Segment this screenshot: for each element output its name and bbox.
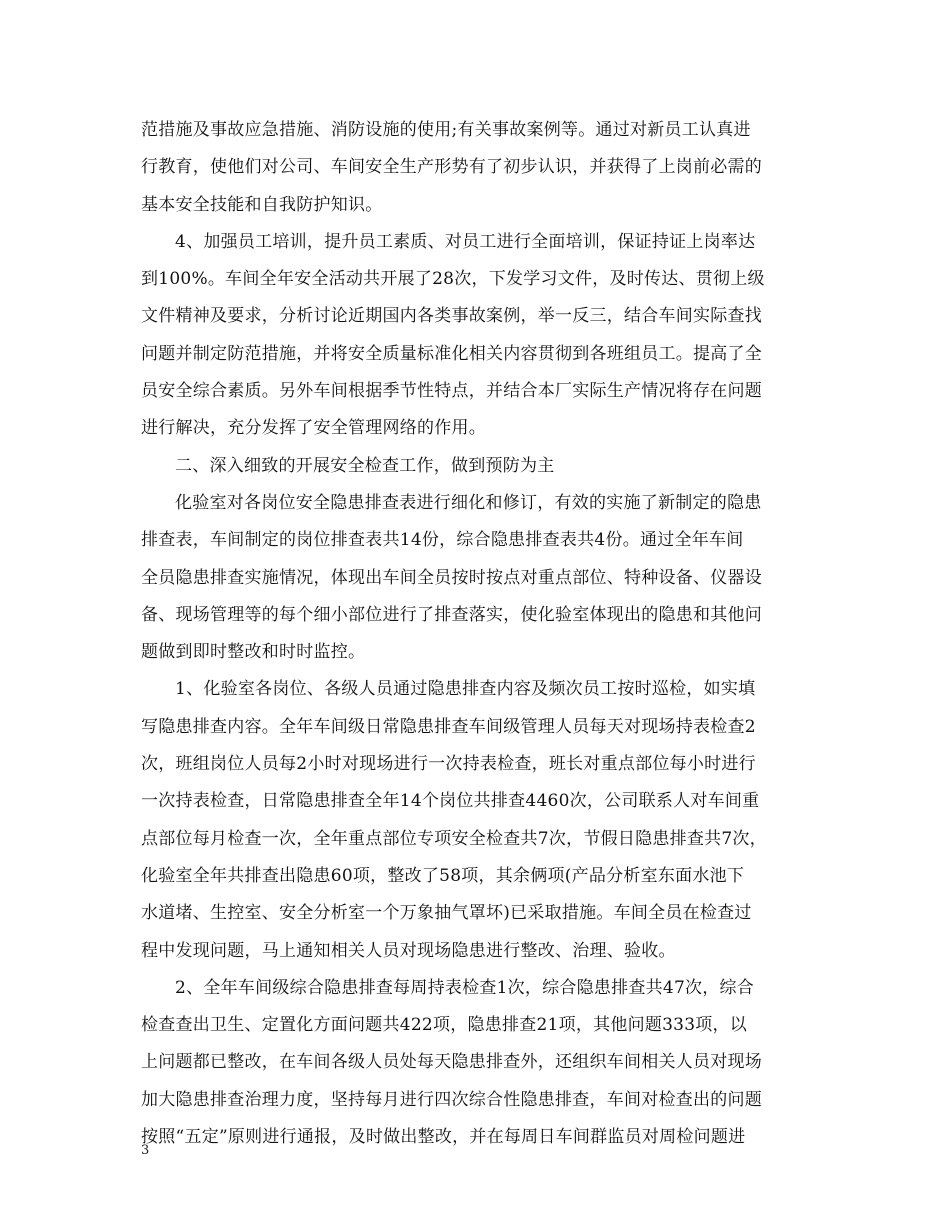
text-line: 范措施及事故应急措施、消防设施的使用;有关事故案例等。通过对新员工认真进 <box>141 120 751 140</box>
text-line: 1、化验室各岗位、各级人员通过隐患排查内容及频次员工按时巡检，如实填 <box>175 679 756 700</box>
text-line: 上问题都已整改，在车间各级人员处每天隐患排查外，还组织车间相关人员对现场 <box>141 1052 762 1073</box>
text-line: 按照“五定”原则进行通报，及时做出整改，并在每周日车间群监员对周检问题进 <box>141 1127 746 1148</box>
text-line: 行教育，使他们对公司、车间安全生产形势有了初步认识，并获得了上岗前必需的 <box>141 157 762 178</box>
text-line: 员安全综合素质。另外车间根据季节性特点，并结合本厂实际生产情况将存在问题 <box>141 381 762 402</box>
text-line: 次，班组岗位人员每2小时对现场进行一次持表检查，班长对重点部位每小时进行 <box>141 754 756 775</box>
text-line: 二、深入细致的开展安全检查工作，做到预防为主 <box>175 455 555 476</box>
text-line: 全员隐患排查实施情况，体现出车间全员按时按点对重点部位、特种设备、仪器设 <box>141 567 762 588</box>
text-line: 进行解决，充分发挥了安全管理网络的作用。 <box>141 418 486 439</box>
text-line: 程中发现问题，马上通知相关人员对现场隐患进行整改、治理、验收。 <box>141 940 676 961</box>
text-line: 2、全年车间级综合隐患排查每周持表检查1次，综合隐患排查共47次，综合 <box>175 977 755 998</box>
text-line: 加大隐患排查治理力度，坚持每月进行四次综合性隐患排查，车间对检查出的问题 <box>141 1089 762 1110</box>
text-line: 到100%。车间全年安全活动共开展了28次，下发学习文件，及时传达、贯彻上级 <box>141 269 765 290</box>
text-line: 一次持表检查，日常隐患排查全年14个岗位共排查4460次，公司联系人对车间重 <box>141 791 760 812</box>
page-number: 3 <box>141 1143 150 1158</box>
text-line: 水道堵、生控室、安全分析室一个万象抽气罩坏)已采取措施。车间全员在检查过 <box>141 903 752 924</box>
text-line: 4、加强员工培训，提升员工素质、对员工进行全面培训，保证持证上岗率达 <box>175 231 756 252</box>
text-line: 文件精神及要求，分析讨论近期国内各类事故案例，举一反三，结合车间实际查找 <box>141 306 762 327</box>
text-line: 题做到即时整改和时时监控。 <box>141 642 366 663</box>
text-line: 检查查出卫生、定置化方面问题共422项，隐患排查21项，其他问题333项，以 <box>141 1015 748 1036</box>
text-line: 备、现场管理等的每个细小部位进行了排查落实，使化验室体现出的隐患和其他问 <box>141 604 762 625</box>
text-line: 点部位每月检查一次，全年重点部位专项安全检查共7次，节假日隐患排查共7次， <box>141 828 767 849</box>
text-line: 问题并制定防范措施，并将安全质量标准化相关内容贯彻到各班组员工。提高了全 <box>141 343 762 364</box>
text-line: 化验室对各岗位安全隐患排查表进行细化和修订，有效的实施了新制定的隐患 <box>175 492 762 513</box>
document-body <box>141 112 821 1156</box>
text-line: 基本安全技能和自我防护知识。 <box>141 194 383 215</box>
text-line: 写隐患排查内容。全年车间级日常隐患排查车间级管理人员每天对现场持表检查2 <box>141 716 756 737</box>
text-line: 化验室全年共排查出隐患60项，整改了58项，其余俩项(产品分析室东面水池下 <box>141 865 745 886</box>
text-line: 排查表，车间制定的岗位排查表共14份，综合隐患排查表共4份。通过全年车间 <box>141 530 744 551</box>
